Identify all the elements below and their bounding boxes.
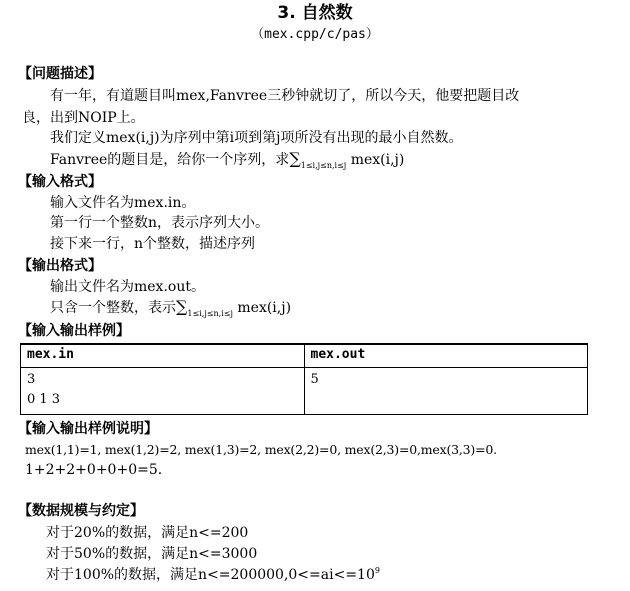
limits-line-1: 对于20%的数据，满足n<=200 [46, 525, 249, 541]
output-sigma-expr: mex(i,j) [232, 300, 292, 316]
sample-in-line-1: 3 [27, 372, 36, 387]
sample-out-header: mex.out [304, 344, 588, 368]
desc-line-1: 有一年，有道题目叫mex,Fanvree三秒钟就切了，所以今天，他要把题目改 [50, 88, 520, 104]
explain-heading: 【输入输出样例说明】 [18, 421, 158, 437]
desc-line-4-prefix: Fanvree的题目是，给你一个序列，求 [50, 152, 290, 168]
input-line-3: 接下来一行，n个整数，描述序列 [50, 236, 256, 252]
output-line-2-prefix: 只含一个整数，表示 [50, 300, 176, 316]
limits-line-2: 对于50%的数据，满足n<=3000 [46, 546, 258, 562]
problem-title: 3. 自然数 [277, 3, 353, 23]
limits-heading: 【数据规模与约定】 [18, 503, 144, 519]
output-line-2 [50, 297, 291, 320]
output-sigma-sub: 1≤i,j≤n,i≤j [187, 309, 233, 318]
desc-sigma-sub: 1≤i,j≤n,i≤j [300, 161, 347, 170]
output-sigma: ∑ [176, 297, 188, 316]
input-line-2: 第一行一个整数n，表示序列大小。 [50, 215, 270, 231]
input-line-1: 输入文件名为mex.in。 [50, 195, 196, 211]
output-line-1: 输出文件名为mex.out。 [50, 279, 205, 295]
sample-heading: 【输入输出样例】 [18, 323, 130, 339]
sample-header-row [21, 344, 588, 368]
explain-line-2: 1+2+2+0+0+0=5. [25, 462, 163, 478]
limits-exponent: 9 [374, 566, 380, 575]
sample-body-row [21, 368, 588, 415]
sample-in-line-2: 0 1 3 [27, 392, 61, 407]
limits-line-3 [46, 565, 380, 587]
sample-out-cell [304, 368, 588, 415]
explain-line-1: mex(1,1)=1, mex(1,2)=2, mex(1,3)=2, mex(2,2)=0, mex(2,3)=0,mex(3,3)=0. [25, 442, 497, 457]
output-heading: 【输出格式】 [18, 258, 102, 274]
desc-line-2: 良，出到NOIP上。 [22, 110, 145, 126]
sample-table [20, 343, 588, 415]
limits-line-3-text: 对于100%的数据，满足n<=200000,0<=ai<=10 [46, 567, 375, 583]
desc-line-3: 我们定义mex(i,j)为序列中第i项到第j项所没有出现的最小自然数。 [50, 130, 463, 146]
sample-in-cell [21, 368, 305, 415]
desc-sigma-expr: mex(i,j) [346, 152, 405, 168]
desc-heading: 【问题描述】 [18, 66, 102, 82]
problem-subtitle: （mex.cpp/c/pas） [251, 27, 379, 42]
sample-in-header: mex.in [21, 344, 305, 368]
desc-line-4 [50, 149, 404, 172]
sample-out-line-1: 5 [310, 372, 319, 387]
input-heading: 【输入格式】 [18, 174, 102, 190]
desc-sigma: ∑ [289, 149, 301, 168]
